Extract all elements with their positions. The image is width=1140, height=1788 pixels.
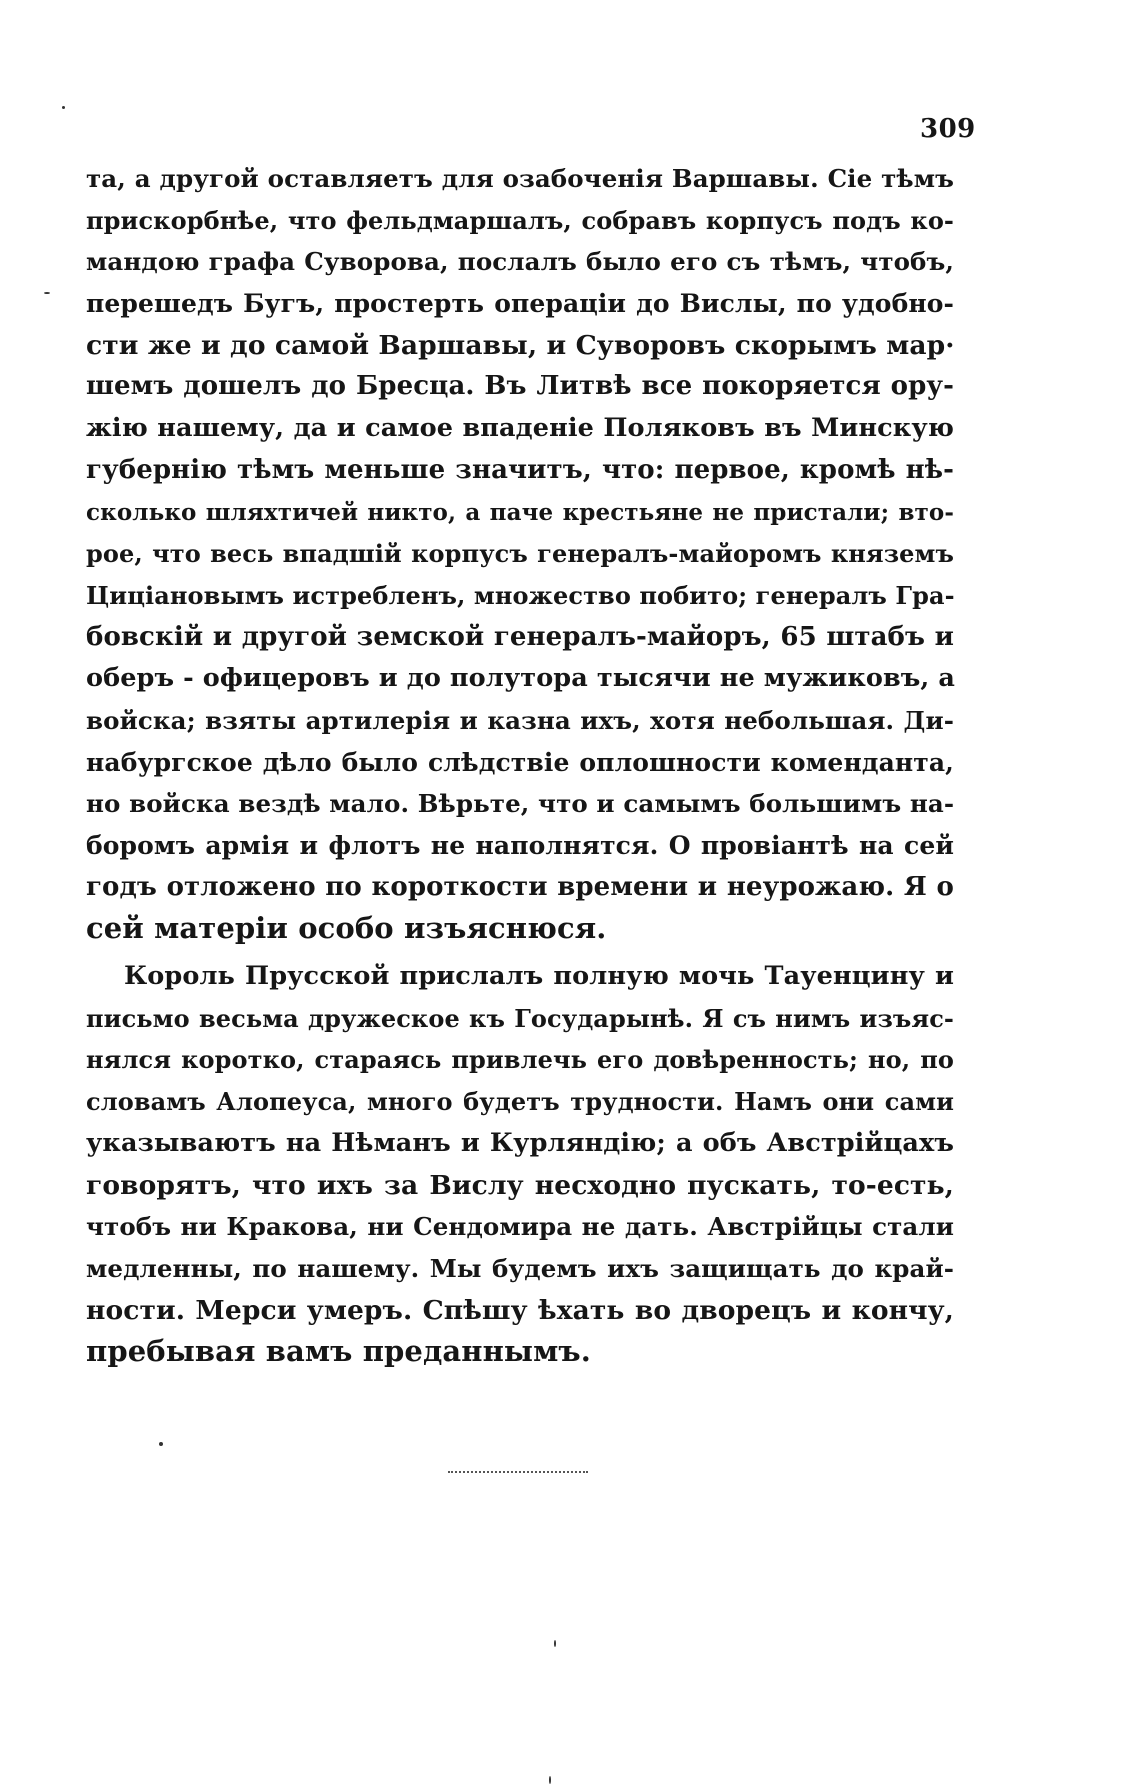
page-number: 309 <box>920 114 976 144</box>
text-line: словамъ Алопеуса, много будетъ трудности. Намъ они сами <box>86 1087 954 1117</box>
text-line: нялся коротко, стараясь привлечь его довѣренность; но, по <box>86 1045 954 1075</box>
scan-speck <box>44 292 50 294</box>
text-line: сти же и до самой Варшавы, и Суворовъ скорымъ мар· <box>86 329 955 361</box>
text-line: войска; взяты артилерія и казна ихъ, хотя небольшая. Ди- <box>86 705 954 735</box>
text-line: перешедъ Бугъ, простерть операціи до Вислы, по удобно- <box>86 289 954 319</box>
text-line: прискорбнѣе, что фельдмаршалъ, собравъ корпусъ подъ ко- <box>86 205 954 235</box>
text-line: шемъ дошелъ до Бресца. Въ Литвѣ все покоряется ору- <box>86 371 954 402</box>
letter-text <box>86 158 954 1373</box>
text-line: указываютъ на Нѣманъ и Курляндію; а объ Австрійцахъ <box>86 1127 954 1158</box>
scan-speck <box>554 1640 556 1647</box>
text-line: письмо весьма дружеское къ Государынѣ. Я съ нимъ изъяс- <box>86 1003 954 1033</box>
paragraph-2 <box>86 956 954 1373</box>
text-line: сколько шляхтичей никто, а паче крестьяне не пристали; вто- <box>86 498 954 526</box>
text-line: сей матеріи особо изъяснюся. <box>86 911 607 946</box>
text-line: та, а другой оставляетъ для озабоченія Варшавы. Сіе тѣмъ <box>86 164 954 193</box>
text-line: бовскій и другой земской генералъ-майоръ, 65 штабъ и <box>86 621 954 652</box>
text-line: губернію тѣмъ меньше значитъ, что: первое, кромѣ нѣ- <box>86 454 954 485</box>
scan-speck <box>62 106 65 109</box>
text-line: медленны, по нашему. Мы будемъ ихъ защищать до край- <box>86 1253 954 1283</box>
text-line: набургское дѣло было слѣдствіе оплошности коменданта, <box>86 747 954 777</box>
text-line: но войска вездѣ мало. Вѣрьте, что и самымъ большимъ на- <box>86 789 955 819</box>
text-line: Король Прусской прислалъ полную мочь Тауенцину и <box>124 961 954 992</box>
text-line: рое, что весь впадшій корпусъ генералъ-майоромъ княземъ <box>86 539 954 569</box>
text-line: боромъ армія и флотъ не наполнятся. О провіантѣ на сей <box>86 831 954 860</box>
text-line: чтобъ ни Кракова, ни Сендомира не дать. Австрійцы стали <box>86 1212 954 1242</box>
text-line: говорятъ, что ихъ за Вислу несходно пускать, то-есть, <box>86 1169 954 1201</box>
text-line: годъ отложено по короткости времени и неурожаю. Я о <box>86 871 954 902</box>
scan-speck <box>159 1442 163 1446</box>
paragraph-1 <box>86 158 954 950</box>
section-separator <box>448 1471 588 1473</box>
text-line: пребывая вамъ преданнымъ. <box>86 1334 591 1369</box>
text-line: мандою графа Суворова, послалъ было его съ тѣмъ, чтобъ, <box>86 247 954 277</box>
text-line: оберъ - офицеровъ и до полутора тысячи не мужиковъ, а <box>86 663 955 694</box>
text-line: ности. Мерси умеръ. Спѣшу ѣхать во дворецъ и кончу, <box>86 1294 954 1326</box>
text-line: Циціановымъ истребленъ, множество побито; генералъ Гра- <box>86 580 955 610</box>
scan-speck <box>549 1776 551 1784</box>
text-line: жію нашему, да и самое впаденіе Поляковъ въ Минскую <box>86 413 954 444</box>
